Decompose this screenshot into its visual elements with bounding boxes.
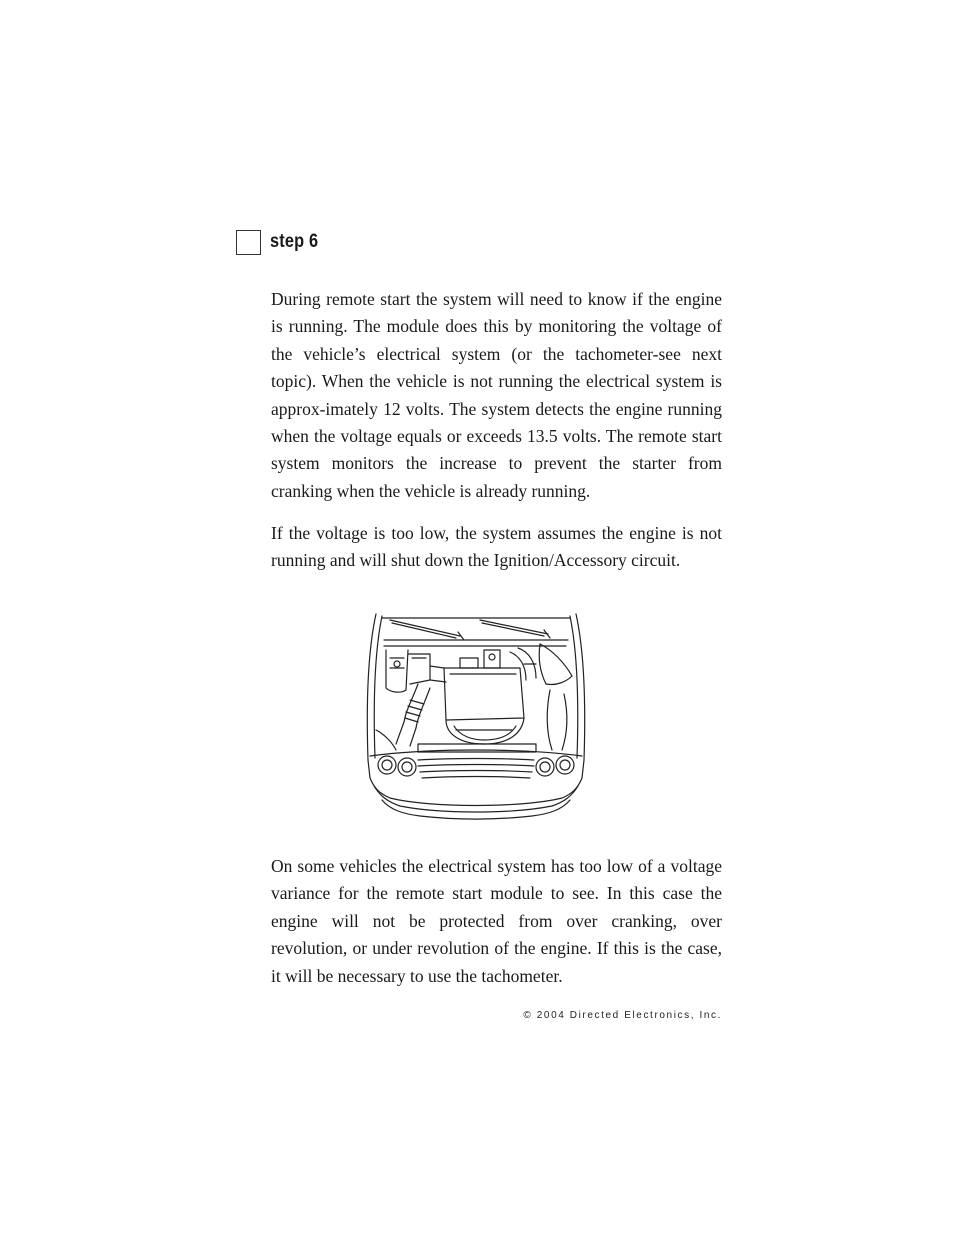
step-checkbox-icon: [236, 230, 261, 255]
paragraph-low-voltage: If the voltage is too low, the system assumes the engine is not running and will shut down the Ignition/Accessory circuit.: [271, 523, 722, 571]
copyright-footer: © 2004 Directed Electronics, Inc.: [523, 1010, 722, 1021]
paragraph-tachometer-note: On some vehicles the electrical system has too low of a voltage variance for the remote start module to see. In this case the engine will not be protected from over cranking, over revolution, or under revolution of the engine. If this is the case, it will be necessary to use the tachometer.: [271, 856, 722, 986]
paragraph-voltage-sensing: During remote start the system will need to know if the engine is running. The module does this by monitoring the voltage of the vehicle’s electrical system (or the tachometer-see next topic). When the vehicle is not running the electrical system is approx-imately 12 volts. The system detects the engine running when the voltage equals or exceeds 13.5 volts. The remote start system monitors the increase to prevent the starter from cranking when the vehicle is already running.: [271, 289, 722, 501]
car-engine-bay-illustration: [360, 610, 592, 822]
step-heading: step 6: [270, 231, 319, 252]
